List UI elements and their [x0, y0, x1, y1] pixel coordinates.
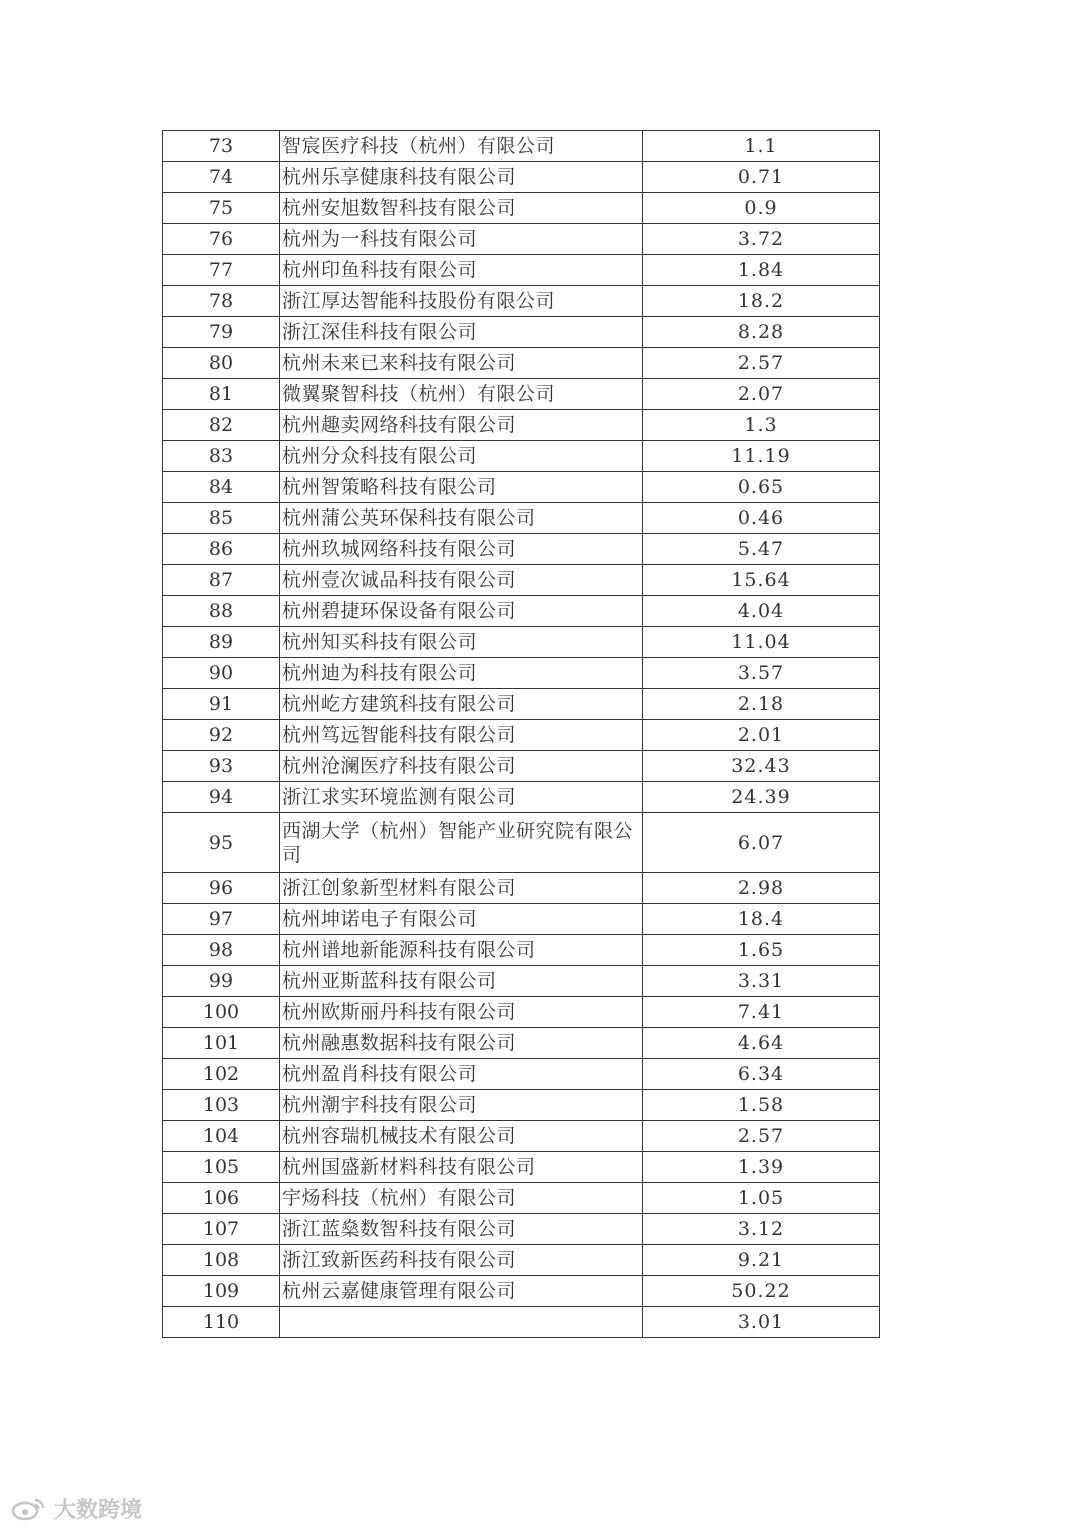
table-row — [163, 627, 880, 658]
company-name: 杭州谱地新能源科技有限公司 — [280, 935, 643, 966]
table-row — [163, 596, 880, 627]
watermark-text: 大数跨境 — [54, 1498, 143, 1523]
value-cell: 3.31 — [643, 966, 880, 997]
value-cell: 3.72 — [643, 224, 880, 255]
row-number: 83 — [163, 441, 280, 472]
company-name: 宇炀科技（杭州）有限公司 — [280, 1183, 643, 1214]
value-cell: 18.2 — [643, 286, 880, 317]
company-name: 杭州玖城网络科技有限公司 — [280, 534, 643, 565]
company-name: 杭州分众科技有限公司 — [280, 441, 643, 472]
row-number: 101 — [163, 1028, 280, 1059]
value-cell: 1.39 — [643, 1152, 880, 1183]
row-number: 74 — [163, 162, 280, 193]
company-name: 杭州笃远智能科技有限公司 — [280, 720, 643, 751]
row-number: 75 — [163, 193, 280, 224]
table-row — [163, 1059, 880, 1090]
table-row — [163, 1090, 880, 1121]
table-row — [163, 751, 880, 782]
table-row — [163, 410, 880, 441]
value-cell: 1.84 — [643, 255, 880, 286]
value-cell: 3.01 — [643, 1307, 880, 1338]
company-name: 杭州云嘉健康管理有限公司 — [280, 1276, 643, 1307]
value-cell: 0.9 — [643, 193, 880, 224]
weibo-logo-icon — [10, 1496, 48, 1522]
row-number: 105 — [163, 1152, 280, 1183]
value-cell: 3.57 — [643, 658, 880, 689]
row-number: 98 — [163, 935, 280, 966]
row-number: 100 — [163, 997, 280, 1028]
company-name: 浙江深佳科技有限公司 — [280, 317, 643, 348]
table-row — [163, 813, 880, 873]
table-row — [163, 997, 880, 1028]
table-row — [163, 317, 880, 348]
row-number: 80 — [163, 348, 280, 379]
value-cell: 1.05 — [643, 1183, 880, 1214]
value-cell: 4.04 — [643, 596, 880, 627]
table-row — [163, 255, 880, 286]
company-name: 浙江创象新型材料有限公司 — [280, 873, 643, 904]
row-number: 76 — [163, 224, 280, 255]
value-cell: 1.1 — [643, 131, 880, 162]
row-number: 93 — [163, 751, 280, 782]
company-name: 杭州屹方建筑科技有限公司 — [280, 689, 643, 720]
row-number: 86 — [163, 534, 280, 565]
value-cell: 11.04 — [643, 627, 880, 658]
row-number: 102 — [163, 1059, 280, 1090]
table-row — [163, 720, 880, 751]
row-number: 91 — [163, 689, 280, 720]
value-cell: 5.47 — [643, 534, 880, 565]
row-number: 77 — [163, 255, 280, 286]
row-number: 96 — [163, 873, 280, 904]
value-cell: 0.46 — [643, 503, 880, 534]
value-cell: 8.28 — [643, 317, 880, 348]
company-name: 杭州蒲公英环保科技有限公司 — [280, 503, 643, 534]
row-number: 90 — [163, 658, 280, 689]
table-row — [163, 162, 880, 193]
row-number: 78 — [163, 286, 280, 317]
row-number: 106 — [163, 1183, 280, 1214]
table-row — [163, 534, 880, 565]
table-row — [163, 1245, 880, 1276]
value-cell: 2.07 — [643, 379, 880, 410]
company-name: 浙江求实环境监测有限公司 — [280, 782, 643, 813]
value-cell: 6.34 — [643, 1059, 880, 1090]
row-number: 81 — [163, 379, 280, 410]
row-number: 109 — [163, 1276, 280, 1307]
company-name: 杭州为一科技有限公司 — [280, 224, 643, 255]
table-row — [163, 1183, 880, 1214]
company-name: 杭州国盛新材料科技有限公司 — [280, 1152, 643, 1183]
company-name: 杭州盈肖科技有限公司 — [280, 1059, 643, 1090]
row-number: 108 — [163, 1245, 280, 1276]
table-row — [163, 1276, 880, 1307]
value-cell: 3.12 — [643, 1214, 880, 1245]
row-number: 110 — [163, 1307, 280, 1338]
value-cell: 7.41 — [643, 997, 880, 1028]
watermark — [10, 1493, 142, 1524]
table-body — [163, 131, 880, 1338]
table-row — [163, 193, 880, 224]
value-cell: 1.58 — [643, 1090, 880, 1121]
table-row — [163, 503, 880, 534]
row-number: 79 — [163, 317, 280, 348]
value-cell: 9.21 — [643, 1245, 880, 1276]
company-name: 杭州智策略科技有限公司 — [280, 472, 643, 503]
value-cell: 2.57 — [643, 1121, 880, 1152]
row-number: 92 — [163, 720, 280, 751]
table-row — [163, 935, 880, 966]
value-cell: 18.4 — [643, 904, 880, 935]
table-row — [163, 904, 880, 935]
table-row — [163, 1121, 880, 1152]
company-name: 浙江蓝燊数智科技有限公司 — [280, 1214, 643, 1245]
value-cell: 15.64 — [643, 565, 880, 596]
value-cell: 1.65 — [643, 935, 880, 966]
table-row — [163, 1214, 880, 1245]
value-cell: 2.18 — [643, 689, 880, 720]
company-name: 杭州印鱼科技有限公司 — [280, 255, 643, 286]
table-row — [163, 1307, 880, 1338]
company-name: 杭州壹次诚品科技有限公司 — [280, 565, 643, 596]
company-name — [280, 1307, 643, 1338]
company-name: 杭州融惠数据科技有限公司 — [280, 1028, 643, 1059]
row-number: 85 — [163, 503, 280, 534]
company-name: 杭州欧斯丽丹科技有限公司 — [280, 997, 643, 1028]
value-cell: 4.64 — [643, 1028, 880, 1059]
table-row — [163, 782, 880, 813]
company-name: 智宸医疗科技（杭州）有限公司 — [280, 131, 643, 162]
value-cell: 32.43 — [643, 751, 880, 782]
company-name: 杭州潮宇科技有限公司 — [280, 1090, 643, 1121]
table-row — [163, 966, 880, 997]
company-name: 杭州知买科技有限公司 — [280, 627, 643, 658]
row-number: 87 — [163, 565, 280, 596]
value-cell: 24.39 — [643, 782, 880, 813]
row-number: 94 — [163, 782, 280, 813]
company-name: 杭州坤诺电子有限公司 — [280, 904, 643, 935]
company-name: 杭州迪为科技有限公司 — [280, 658, 643, 689]
row-number: 73 — [163, 131, 280, 162]
table-row — [163, 1152, 880, 1183]
value-cell: 50.22 — [643, 1276, 880, 1307]
company-name: 浙江致新医药科技有限公司 — [280, 1245, 643, 1276]
company-name: 杭州亚斯蓝科技有限公司 — [280, 966, 643, 997]
value-cell: 0.65 — [643, 472, 880, 503]
company-table — [162, 130, 880, 1338]
row-number: 84 — [163, 472, 280, 503]
row-number: 89 — [163, 627, 280, 658]
value-cell: 2.98 — [643, 873, 880, 904]
table-row — [163, 379, 880, 410]
table-row — [163, 472, 880, 503]
table-row — [163, 348, 880, 379]
value-cell: 2.01 — [643, 720, 880, 751]
table-row — [163, 1028, 880, 1059]
company-name: 杭州乐享健康科技有限公司 — [280, 162, 643, 193]
table-row — [163, 286, 880, 317]
value-cell: 2.57 — [643, 348, 880, 379]
company-name: 微翼聚智科技（杭州）有限公司 — [280, 379, 643, 410]
row-number: 88 — [163, 596, 280, 627]
company-name: 西湖大学（杭州）智能产业研究院有限公司 — [280, 813, 643, 873]
table-row — [163, 131, 880, 162]
value-cell: 0.71 — [643, 162, 880, 193]
row-number: 99 — [163, 966, 280, 997]
company-name: 杭州沧澜医疗科技有限公司 — [280, 751, 643, 782]
row-number: 82 — [163, 410, 280, 441]
company-name: 浙江厚达智能科技股份有限公司 — [280, 286, 643, 317]
row-number: 104 — [163, 1121, 280, 1152]
value-cell: 11.19 — [643, 441, 880, 472]
table-row — [163, 441, 880, 472]
row-number: 97 — [163, 904, 280, 935]
company-name: 杭州碧捷环保设备有限公司 — [280, 596, 643, 627]
company-name: 杭州趣卖网络科技有限公司 — [280, 410, 643, 441]
row-number: 95 — [163, 813, 280, 873]
table-row — [163, 873, 880, 904]
row-number: 103 — [163, 1090, 280, 1121]
company-name: 杭州安旭数智科技有限公司 — [280, 193, 643, 224]
value-cell: 6.07 — [643, 813, 880, 873]
table-row — [163, 658, 880, 689]
table-row — [163, 224, 880, 255]
value-cell: 1.3 — [643, 410, 880, 441]
row-number: 107 — [163, 1214, 280, 1245]
table-row — [163, 689, 880, 720]
table-row — [163, 565, 880, 596]
company-name: 杭州未来已来科技有限公司 — [280, 348, 643, 379]
company-name: 杭州容瑞机械技术有限公司 — [280, 1121, 643, 1152]
